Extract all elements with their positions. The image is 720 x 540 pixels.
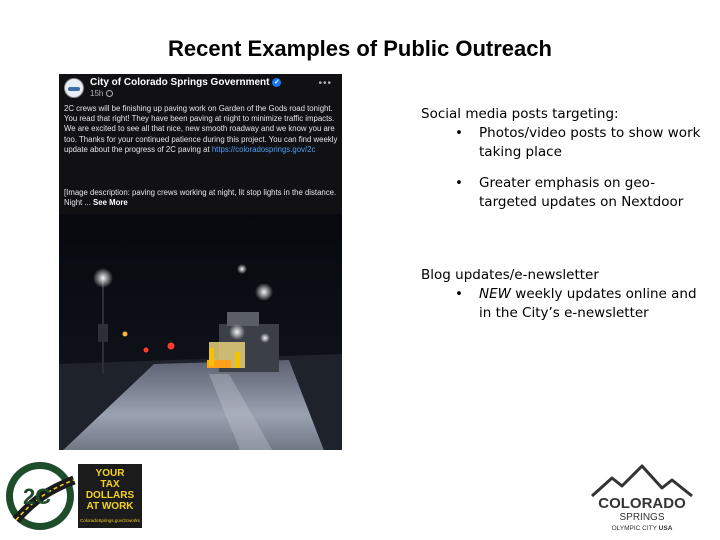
verified-badge-icon: ✓ <box>274 78 280 86</box>
bullet-dot-icon: • <box>455 286 463 302</box>
bullet-text: weekly updates online and in the City’s e-newsletter <box>479 286 697 321</box>
page-name[interactable] <box>90 77 281 88</box>
page-name-text[interactable]: City of Colorado Springs Government <box>90 77 270 88</box>
new-emphasis: NEW <box>479 286 511 302</box>
more-options-icon[interactable]: ••• <box>318 78 332 89</box>
post-time-text[interactable]: 15h <box>90 89 104 98</box>
post-link[interactable]: https://coloradosprings.gov/2c <box>211 144 316 154</box>
bullet-dot-icon: • <box>455 175 463 191</box>
see-more-link[interactable]: See More <box>93 198 128 208</box>
bullet-item <box>421 285 711 323</box>
bullet-item <box>421 124 711 162</box>
badge-line-3: DOLLARS <box>85 490 135 501</box>
image-description <box>64 188 339 208</box>
bullet-item <box>421 174 711 212</box>
post-body-text: 2C crews will be finishing up paving work on Garden of the Gods road tonight. You read that right! They have been paving at night to minimize traffic impacts. We are excited to see all that nice, new smooth roadway and we know you are too. Thanks for your continued patience during this project. You can find weekly update about the progress of 2C paving at <box>64 104 338 154</box>
logo-line-2: SPRINGS <box>619 512 665 523</box>
badge-line-2: TAX <box>100 479 120 490</box>
logo-tagline: OLYMPIC CITY <box>611 525 659 532</box>
2c-tax-dollars-badge <box>4 460 144 532</box>
globe-icon <box>106 90 113 97</box>
page-avatar[interactable] <box>64 78 84 98</box>
post-time[interactable] <box>90 89 113 98</box>
badge-line-1: YOUR <box>95 468 125 479</box>
page-title: Recent Examples of Public Outreach <box>168 36 552 61</box>
badge-url: ColoradoSprings.gov/2cworks <box>80 518 140 523</box>
svg-text:OLYMPIC CITY USA <box>612 525 673 532</box>
facebook-post <box>59 74 342 450</box>
badge-line-4: AT WORK <box>86 501 134 512</box>
bullet-text: Photos/video posts to show work taking place <box>479 125 701 160</box>
bullet-text: Greater emphasis on geo-targeted updates on Nextdoor <box>479 175 684 210</box>
colorado-springs-logo <box>586 460 698 534</box>
social-media-heading: Social media posts targeting: <box>421 106 619 122</box>
image-description-text: [Image description: paving crews working at night, lit stop lights in the distance. Night ... <box>64 188 337 208</box>
badge-2c-text: 2C <box>22 484 52 509</box>
blog-heading: Blog updates/e-newsletter <box>421 267 599 283</box>
logo-tagline-usa: USA <box>658 525 673 532</box>
night-paving-photo[interactable] <box>59 214 342 450</box>
bullet-dot-icon: • <box>455 125 463 141</box>
outreach-bullets <box>421 105 711 323</box>
post-header <box>59 74 342 100</box>
post-body <box>64 104 339 155</box>
logo-line-1: COLORADO <box>598 495 686 512</box>
